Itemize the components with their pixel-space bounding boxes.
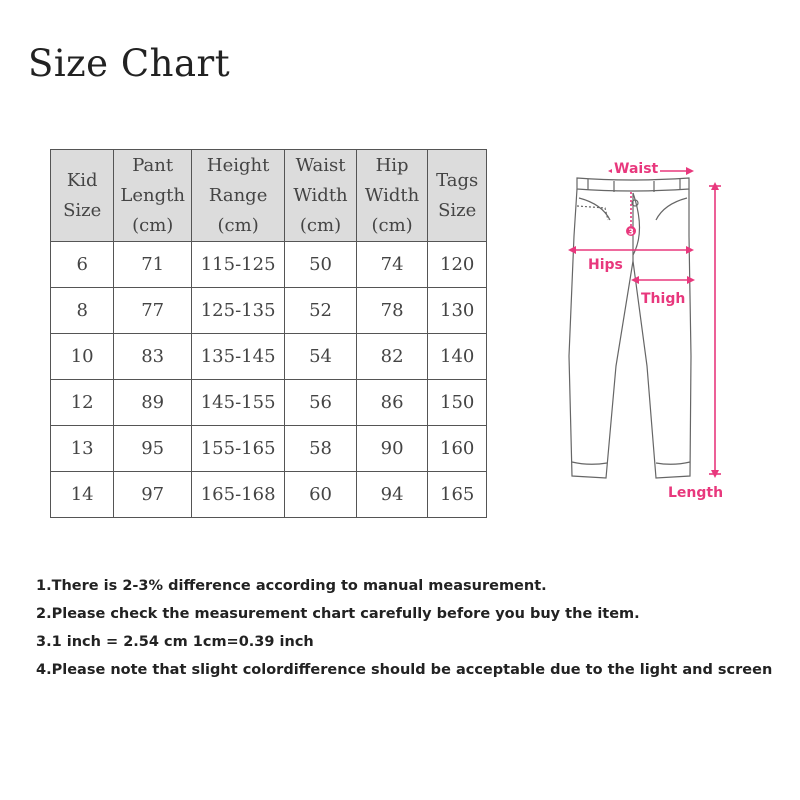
header-text: Waist: [295, 154, 346, 176]
table-row: [51, 380, 487, 426]
table-cell: 83: [114, 334, 192, 380]
header-text: Width: [293, 184, 348, 206]
length-label: Length: [668, 485, 724, 501]
table-row: [51, 426, 487, 472]
table-cell: 90: [356, 426, 428, 472]
table-cell: 77: [114, 288, 192, 334]
header-text: Pant: [132, 154, 174, 176]
table-cell: 165-168: [192, 472, 285, 518]
note-item: 1.There is 2-3% difference according to manual measurement.: [36, 578, 547, 594]
table-row: [51, 288, 487, 334]
notes-list: [36, 578, 772, 690]
header-text: Hip: [375, 154, 409, 176]
header-pant-length: [114, 150, 192, 242]
header-text: Length: [120, 184, 185, 206]
measurement-lines: [568, 167, 721, 478]
table-cell: 82: [356, 334, 428, 380]
header-text: (cm): [299, 214, 342, 236]
table-cell: 140: [428, 334, 487, 380]
table-cell: 150: [428, 380, 487, 426]
header-height-range: [192, 150, 285, 242]
pants-outline: [569, 178, 691, 478]
header-text: Height: [206, 154, 270, 176]
header-text: (cm): [371, 214, 413, 236]
table-row: [51, 334, 487, 380]
table-cell: 10: [51, 334, 114, 380]
table-row: [51, 242, 487, 288]
thigh-label: Thigh: [641, 291, 686, 307]
table-cell: 52: [285, 288, 357, 334]
header-waist-width: [285, 150, 357, 242]
table-cell: 13: [51, 426, 114, 472]
table-row: [51, 472, 487, 518]
note-item: 2.Please check the measurement chart carefully before you buy the item.: [36, 606, 640, 622]
table-cell: 94: [356, 472, 428, 518]
table-cell: 86: [356, 380, 428, 426]
table-cell: 125-135: [192, 288, 285, 334]
table-cell: 78: [356, 288, 428, 334]
table-cell: 130: [428, 288, 487, 334]
hips-label: Hips: [588, 257, 623, 273]
header-text: (cm): [217, 214, 259, 236]
header-text: (cm): [132, 214, 174, 236]
header-text: Kid: [66, 169, 98, 191]
table-cell: 56: [285, 380, 357, 426]
note-item: 3.1 inch = 2.54 cm 1cm=0.39 inch: [36, 634, 314, 650]
table-cell: 74: [356, 242, 428, 288]
table-cell: 12: [51, 380, 114, 426]
table-cell: 71: [114, 242, 192, 288]
header-kid-size: [51, 150, 114, 242]
pants-illustration: [560, 156, 760, 516]
header-text: Tags: [436, 169, 479, 191]
table-cell: 120: [428, 242, 487, 288]
header-tags-size: [428, 150, 487, 242]
table-cell: 58: [285, 426, 357, 472]
table-cell: 97: [114, 472, 192, 518]
header-text: Size: [63, 199, 102, 221]
table-cell: 155-165: [192, 426, 285, 472]
table-cell: 60: [285, 472, 357, 518]
table-cell: 14: [51, 472, 114, 518]
table-cell: 160: [428, 426, 487, 472]
size-table: [50, 149, 487, 518]
header-row: [51, 150, 487, 242]
table-cell: 135-145: [192, 334, 285, 380]
page-title: Size Chart: [28, 42, 231, 85]
table-cell: 54: [285, 334, 357, 380]
header-hip-width: [356, 150, 428, 242]
table-cell: 6: [51, 242, 114, 288]
measure-point-label: 3: [628, 227, 634, 237]
table-cell: 145-155: [192, 380, 285, 426]
waist-label: Waist: [614, 161, 659, 177]
note-item: 4.Please note that slight colordifference should be acceptable due to the light and screen: [36, 662, 773, 678]
table-cell: 165: [428, 472, 487, 518]
table-cell: 50: [285, 242, 357, 288]
table-cell: 89: [114, 380, 192, 426]
pants-diagram: [560, 156, 760, 516]
table-cell: 115-125: [192, 242, 285, 288]
table-cell: 8: [51, 288, 114, 334]
header-text: Size: [438, 199, 477, 221]
header-text: Range: [208, 184, 268, 206]
table-cell: 95: [114, 426, 192, 472]
header-text: Width: [364, 184, 420, 206]
